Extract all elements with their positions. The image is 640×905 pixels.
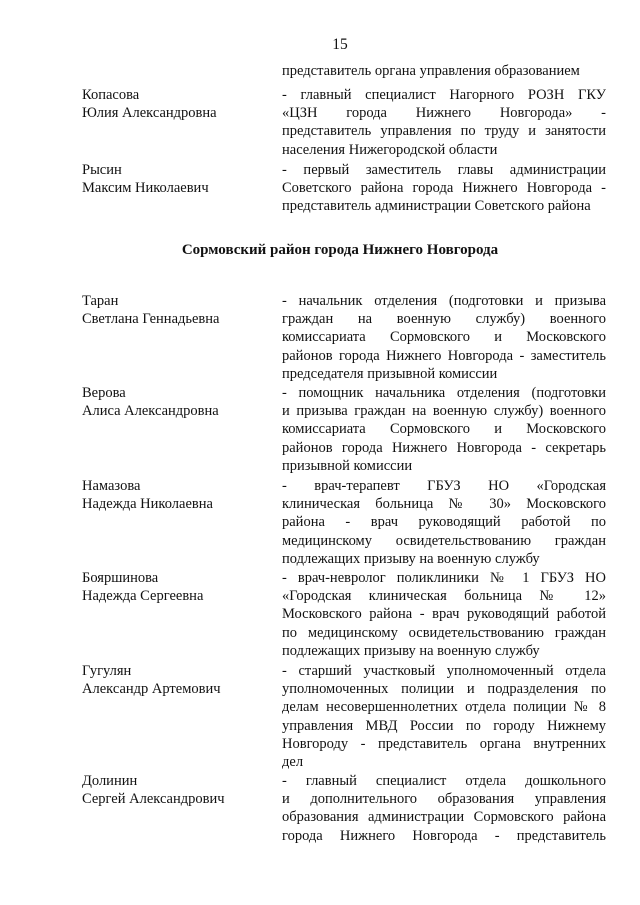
description-line: населения Нижегородской области: [282, 141, 498, 158]
description-line: комиссариата Сормовского и Московского: [282, 421, 606, 438]
member-name: [82, 292, 272, 328]
description-line: - начальник отделения (подготовки и призыва: [282, 293, 606, 309]
member-name: [82, 569, 272, 605]
description-line: Советского района города Нижнего Новгорода -: [282, 180, 606, 197]
member-name: [82, 662, 272, 698]
entry-description: [282, 62, 606, 80]
member-surname: Копасова: [82, 87, 140, 103]
member-name: [82, 86, 272, 122]
entry-description: [282, 477, 606, 568]
member-surname: Бояршинова: [82, 570, 159, 586]
member-surname: Таран: [82, 293, 119, 309]
description-line: граждан на военную службу) военного: [282, 311, 606, 328]
description-line: представитель администрации Советского района: [282, 198, 591, 215]
member-surname: Верова: [82, 385, 126, 401]
member-surname: Долинин: [82, 773, 138, 789]
description-line: по медицинскому освидетельствованию граждан: [282, 624, 606, 641]
description-line: комиссариата Сормовского и Московского: [282, 329, 606, 346]
description-line: «ЦЗН города Нижнего Новгорода» -: [282, 105, 606, 122]
entry-description: [282, 569, 606, 660]
description-line: подлежащих призыву на военную службу: [282, 550, 540, 567]
description-line: уполномоченных полиции и подразделения по: [282, 681, 606, 698]
entry-description: [282, 292, 606, 383]
description-line: районов города Нижнего Новгорода - заместитель: [282, 347, 606, 364]
description-line: подлежащих призыву на военную службу: [282, 642, 540, 659]
description-line: дел: [282, 754, 304, 771]
entry-description: [282, 772, 606, 845]
member-given-names: Сергей Александрович: [82, 791, 225, 808]
description-line: - старший участковый уполномоченный отдела: [282, 663, 606, 679]
member-name: [82, 772, 272, 808]
member-given-names: Максим Николаевич: [82, 180, 209, 197]
member-given-names: Надежда Николаевна: [82, 496, 213, 513]
member-given-names: Юлия Александровна: [82, 105, 217, 122]
description-line: клиническая больница № 30» Московского: [282, 496, 606, 513]
member-name: [82, 477, 272, 513]
description-line: и призыва граждан на военную службу) военного: [282, 403, 606, 420]
description-line: - главный специалист отдела дошкольного: [282, 773, 606, 789]
description-line: управления МВД России по городу Нижнему: [282, 717, 606, 734]
description-line: представитель управления по труду и занятости: [282, 123, 606, 140]
description-line: - врач-невролог поликлиники № 1 ГБУЗ НО: [282, 570, 606, 586]
description-line: председателя призывной комиссии: [282, 365, 498, 382]
description-line: - помощник начальника отделения (подготовки: [282, 385, 606, 401]
description-line: района - врач руководящий работой по: [282, 514, 606, 531]
description-line: - первый заместитель главы администрации: [282, 162, 606, 178]
description-line: - главный специалист Нагорного РОЗН ГКУ: [282, 87, 606, 103]
description-line: делам несовершеннолетних отдела полиции № 8: [282, 699, 606, 716]
description-line: города Нижнего Новгорода - представитель: [282, 827, 606, 844]
description-line: и дополнительного образования управления: [282, 791, 606, 808]
page-number: 15: [332, 36, 348, 53]
section-heading: Сормовский район города Нижнего Новгорода: [181, 242, 499, 258]
entry-description: [282, 662, 606, 771]
entry-description: [282, 161, 606, 216]
description-line: медицинскому освидетельствованию граждан: [282, 532, 606, 549]
description-line: Московского района - врач руководящий работой: [282, 606, 606, 623]
description-line: - врач-терапевт ГБУЗ НО «Городская: [282, 478, 606, 494]
member-name: [82, 161, 272, 197]
description-line: образования администрации Сормовского района: [282, 809, 606, 826]
member-surname: Намазова: [82, 478, 141, 494]
member-surname: Рысин: [82, 162, 122, 178]
member-name: [82, 384, 272, 420]
description-line: районов города Нижнего Новгорода - секретарь: [282, 439, 606, 456]
description-line: представитель органа управления образованием: [282, 63, 580, 79]
member-given-names: Светлана Геннадьевна: [82, 311, 220, 328]
description-line: «Городская клиническая больница № 12»: [282, 588, 606, 605]
member-given-names: Алиса Александровна: [82, 403, 219, 420]
description-line: Новгороду - представитель органа внутренних: [282, 735, 606, 752]
description-line: призывной комиссии: [282, 457, 413, 474]
member-given-names: Александр Артемович: [82, 681, 221, 698]
entry-description: [282, 384, 606, 475]
member-given-names: Надежда Сергеевна: [82, 588, 204, 605]
entry-description: [282, 86, 606, 159]
member-surname: Гугулян: [82, 663, 132, 679]
